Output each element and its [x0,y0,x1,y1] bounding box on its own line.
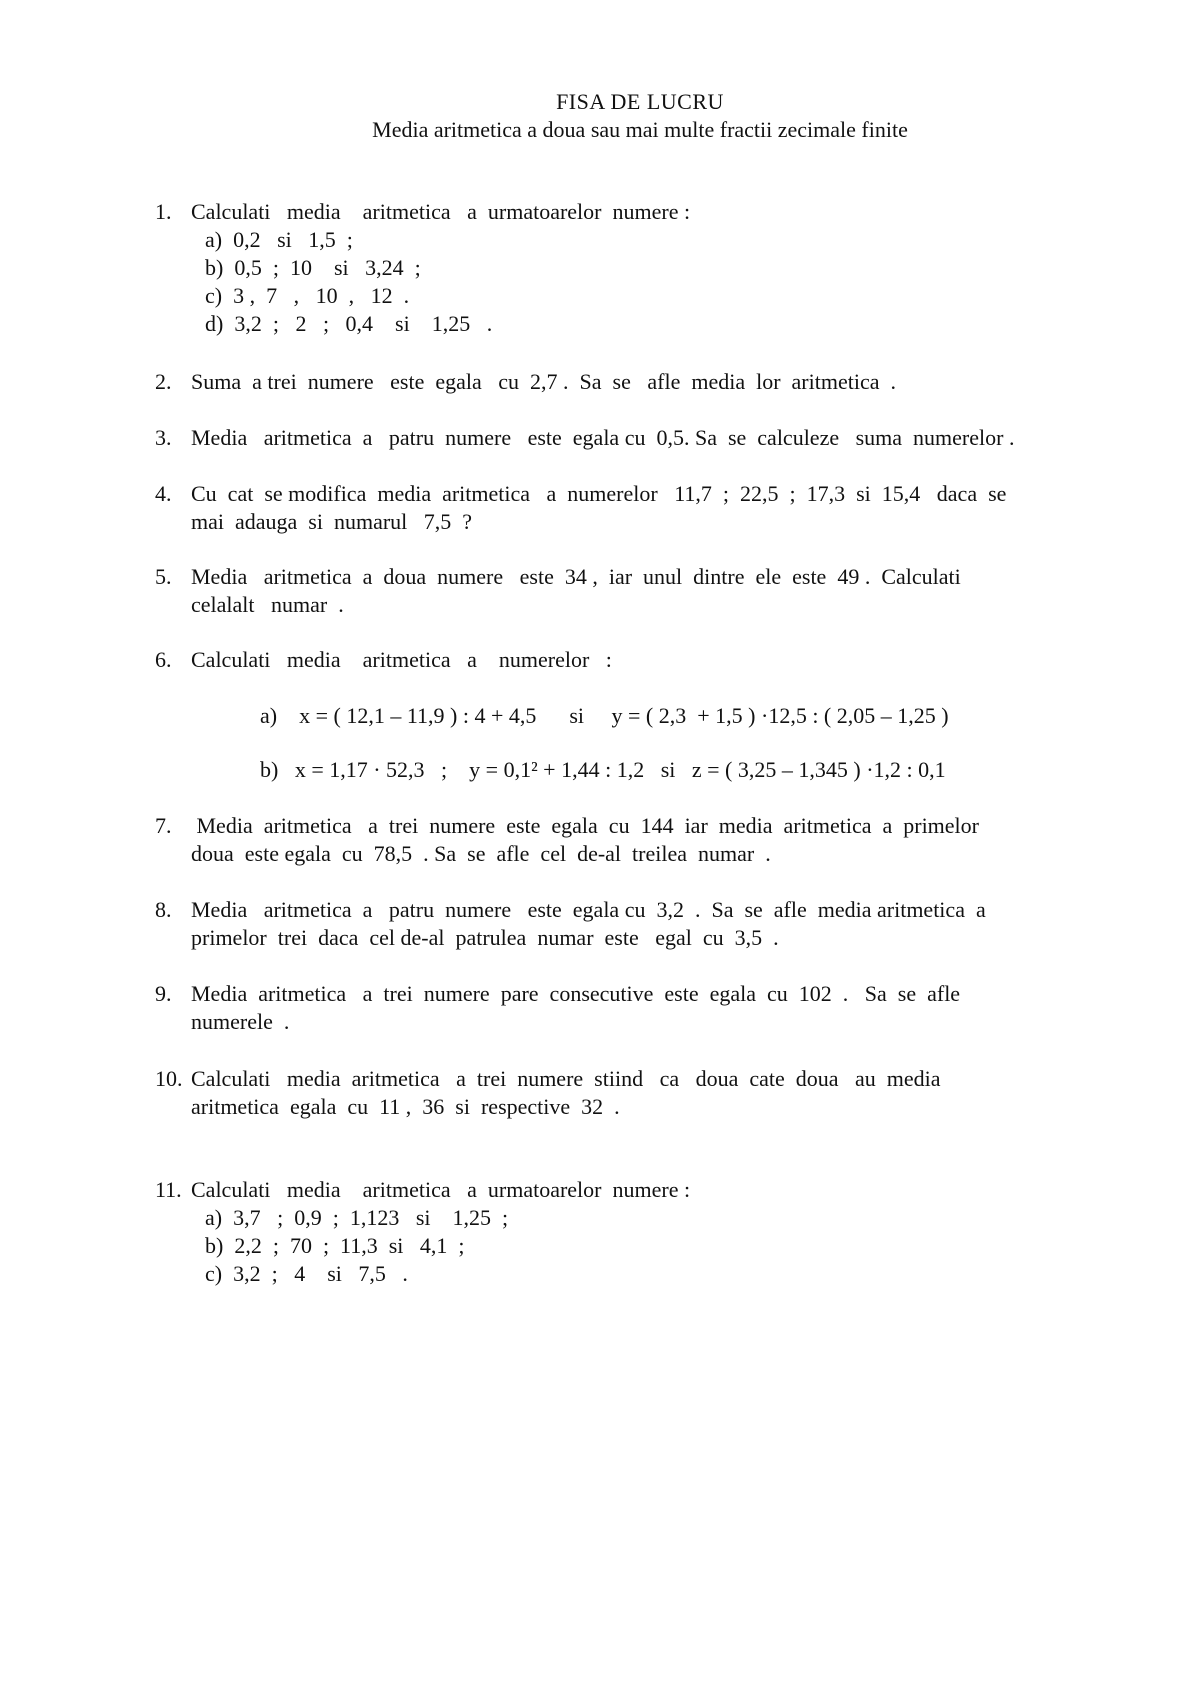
problem-text: primelor trei daca cel de-al patrulea numar este egal cu 3,5 . [191,925,779,950]
problem-number: 6. [155,647,172,672]
problem-text: celalalt numar . [191,592,344,617]
problem-subitem: b) 0,5 ; 10 si 3,24 ; [205,255,421,280]
problem-text: aritmetica egala cu 11 , 36 si respective 32 . [191,1094,620,1119]
problem-text: numerele . [191,1009,290,1034]
problem-text: Calculati media aritmetica a numerelor : [191,647,612,672]
problem-6-formulas-b [155,756,1095,784]
problem-number: 9. [155,981,172,1006]
formula-line: b) x = 1,17 · 52,3 ; y = 0,1² + 1,44 : 1,2 si z = ( 3,25 – 1,345 ) ·1,2 : 0,1 [260,757,946,782]
problem-text: Calculati media aritmetica a trei numere stiind ca doua cate doua au media [191,1066,941,1091]
problem-1 [155,198,1095,338]
page-title: FISA DE LUCRU [556,89,724,114]
problem-subitem: a) 3,7 ; 0,9 ; 1,123 si 1,25 ; [205,1205,509,1230]
problem-8 [155,896,1095,952]
problem-number: 7. [155,813,172,838]
problem-number: 4. [155,481,172,506]
problem-3 [155,424,1095,452]
problem-10 [155,1065,1095,1121]
problem-subitem: c) 3,2 ; 4 si 7,5 . [205,1261,408,1286]
problem-number: 10. [155,1066,183,1091]
worksheet-header [0,88,1200,144]
problem-text: Media aritmetica a trei numere pare consecutive este egala cu 102 . Sa se afle [191,981,961,1006]
problem-text: Calculati media aritmetica a urmatoarelor numere : [191,1177,691,1202]
problem-text: Media aritmetica a patru numere este egala cu 0,5. Sa se calculeze suma numerelor . [191,425,1015,450]
problem-11 [155,1176,1095,1288]
problem-number: 11. [155,1177,182,1202]
problem-7 [155,812,1095,868]
problem-subitem: b) 2,2 ; 70 ; 11,3 si 4,1 ; [205,1233,465,1258]
page-subtitle: Media aritmetica a doua sau mai multe fractii zecimale finite [372,117,908,142]
problem-number: 1. [155,199,172,224]
problem-text: doua este egala cu 78,5 . Sa se afle cel de-al treilea numar . [191,841,771,866]
problem-number: 2. [155,369,172,394]
problem-5 [155,563,1095,619]
problem-text: Media aritmetica a trei numere este egala cu 144 iar media aritmetica a primelor [191,813,979,838]
problem-text: Calculati media aritmetica a urmatoarelor numere : [191,199,691,224]
problem-subitem: a) 0,2 si 1,5 ; [205,227,353,252]
problem-4 [155,480,1095,536]
problem-subitem: d) 3,2 ; 2 ; 0,4 si 1,25 . [205,311,493,336]
problem-text: Suma a trei numere este egala cu 2,7 . Sa se afle media lor aritmetica . [191,369,896,394]
problem-number: 3. [155,425,172,450]
problem-9 [155,980,1095,1036]
problem-subitem: c) 3 , 7 , 10 , 12 . [205,283,410,308]
problem-2 [155,368,1095,396]
problem-text: Cu cat se modifica media aritmetica a numerelor 11,7 ; 22,5 ; 17,3 si 15,4 daca se [191,481,1007,506]
problem-number: 8. [155,897,172,922]
problem-6 [155,646,1095,674]
problem-text: Media aritmetica a doua numere este 34 , iar unul dintre ele este 49 . Calculati [191,564,961,589]
problem-number: 5. [155,564,172,589]
problem-6-formulas [155,702,1095,730]
problem-text: Media aritmetica a patru numere este egala cu 3,2 . Sa se afle media aritmetica a [191,897,986,922]
formula-line: a) x = ( 12,1 – 11,9 ) : 4 + 4,5 si y = ( 2,3 + 1,5 ) ·12,5 : ( 2,05 – 1,25 ) [260,703,949,728]
problem-text: mai adauga si numarul 7,5 ? [191,509,473,534]
